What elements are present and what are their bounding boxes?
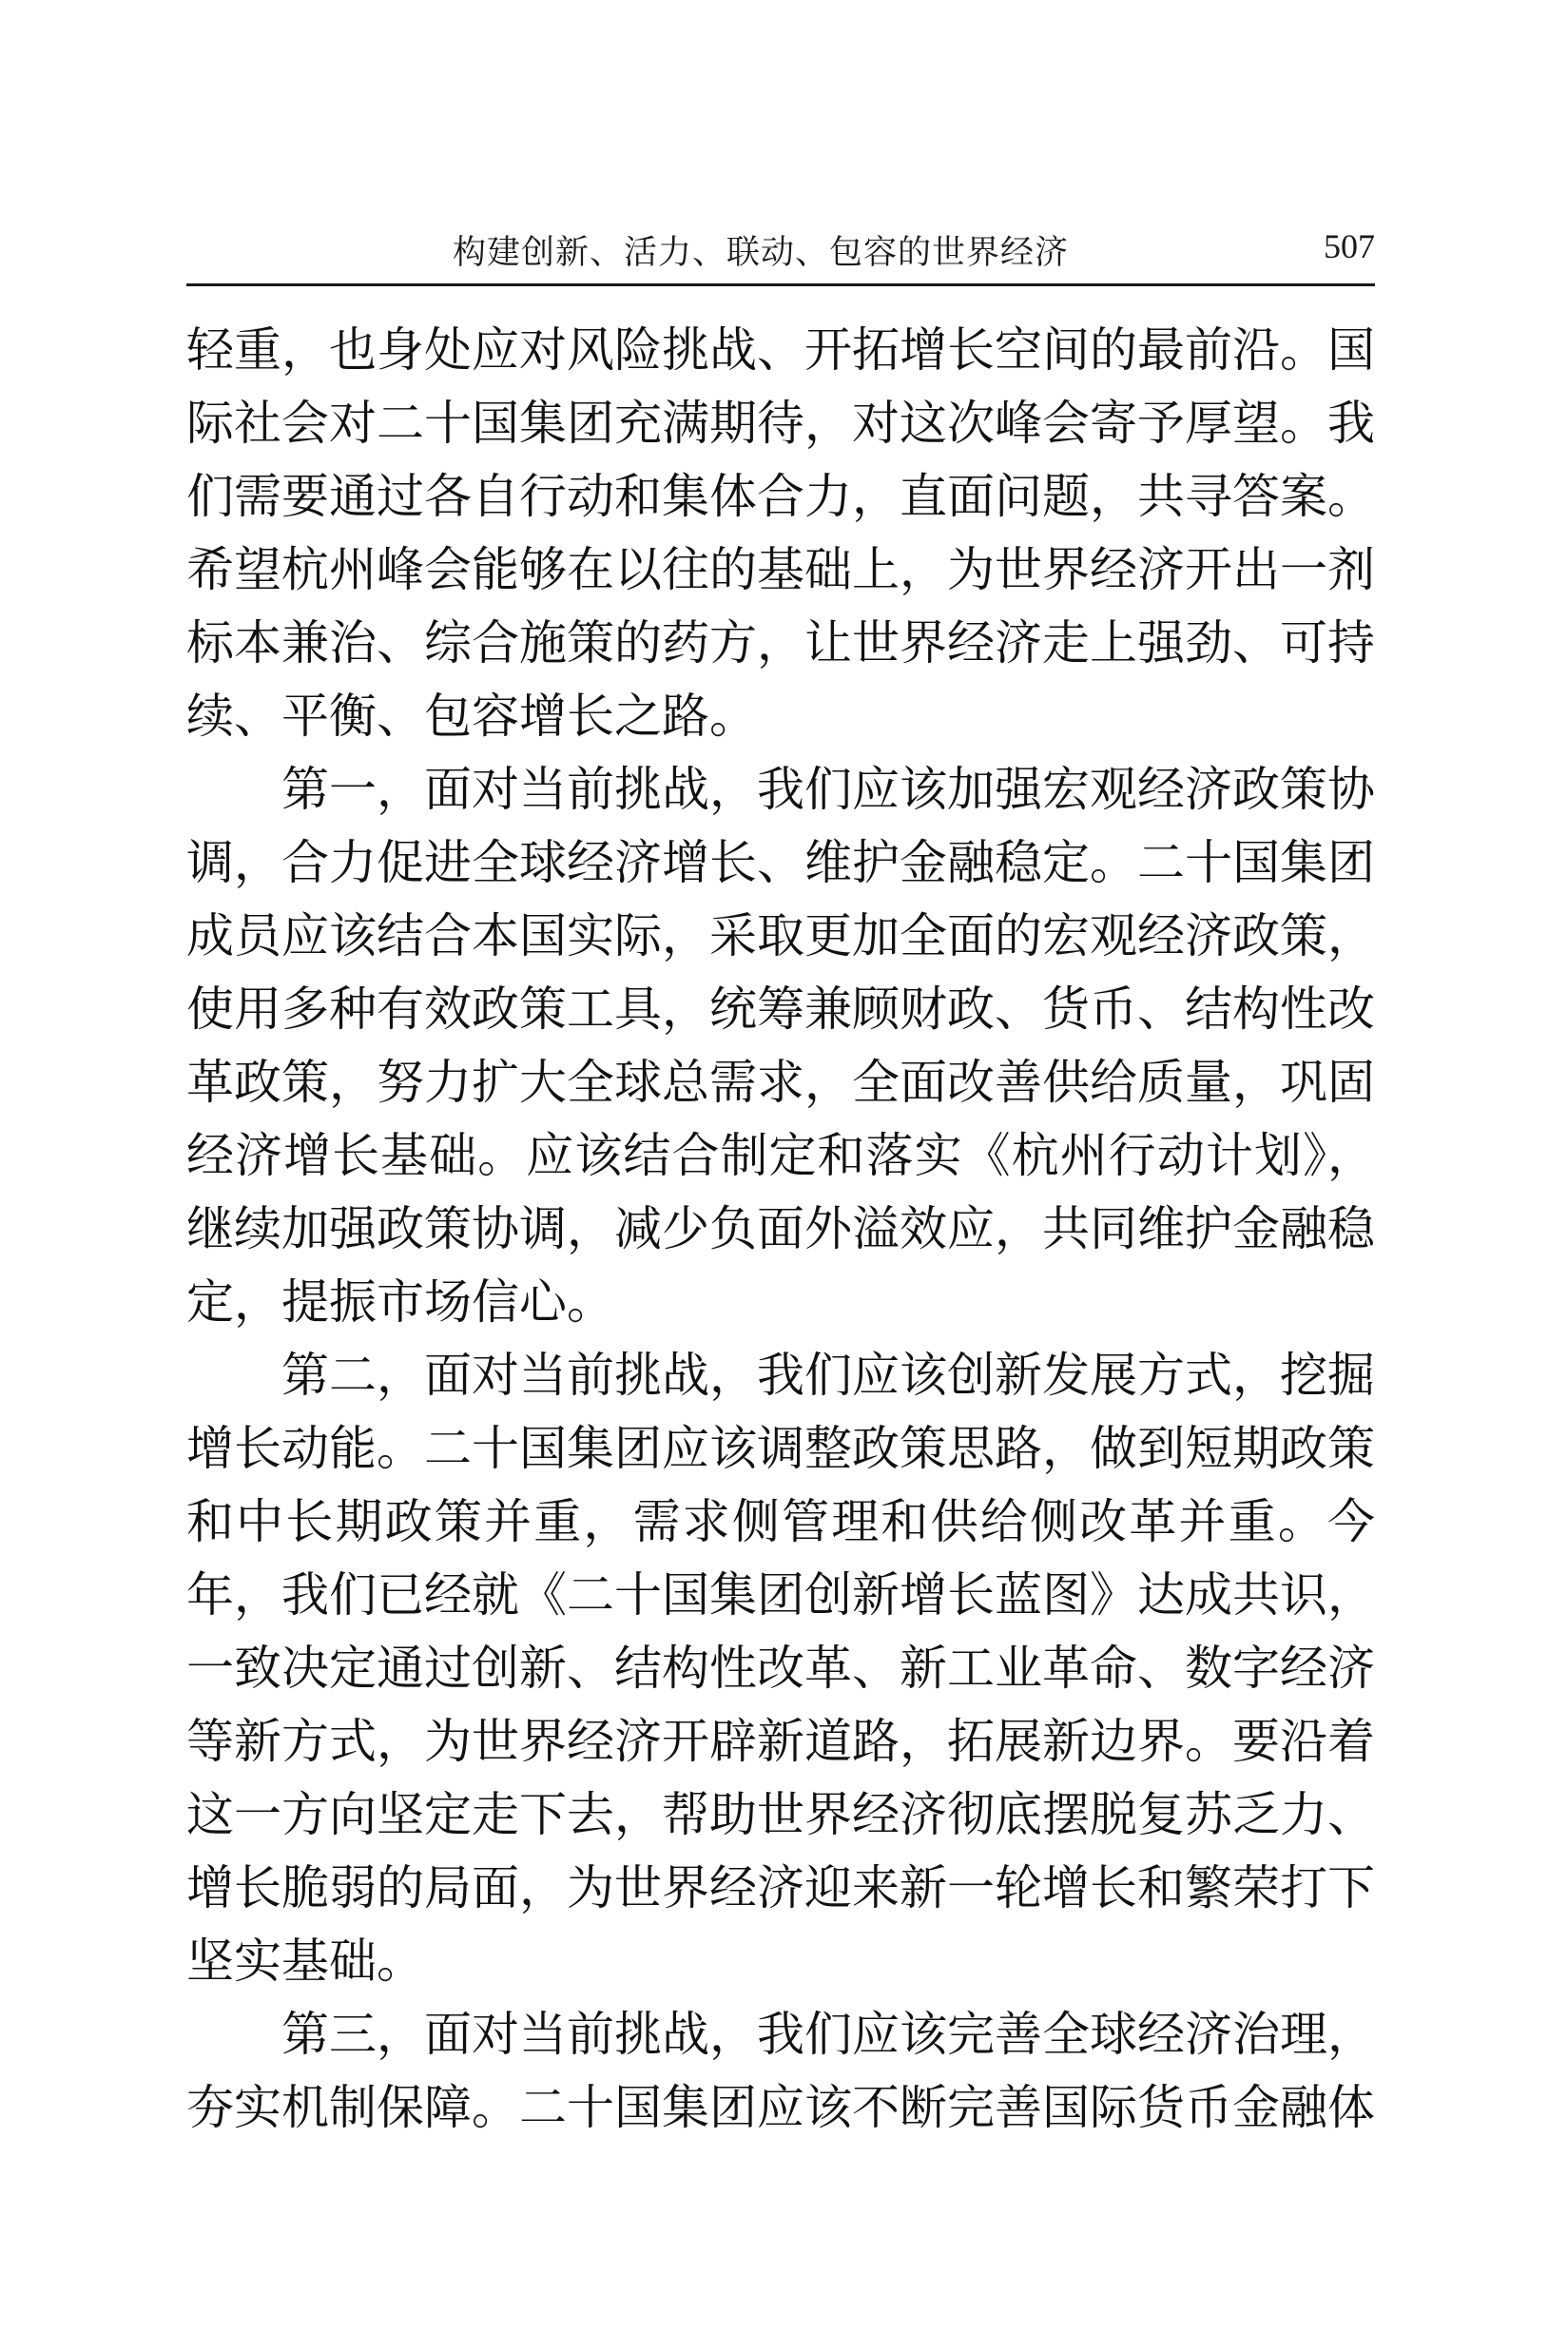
text-line: 经济增长基础。应该结合制定和落实《杭州行动计划》，: [186, 1128, 1375, 1183]
text-line: 增长动能。二十国集团应该调整政策思路，做到短期政策: [186, 1421, 1375, 1476]
page-header: [186, 217, 1375, 283]
text-line: 一致决定通过创新、结构性改革、新工业革命、数字经济: [186, 1641, 1375, 1696]
text-line: 和中长期政策并重，需求侧管理和供给侧改革并重。今: [186, 1494, 1375, 1549]
text-line: 坚实基础。: [186, 1934, 424, 1989]
text-line: 夯实机制保障。二十国集团应该不断完善国际货币金融体: [186, 2080, 1375, 2135]
text-line: 第三，面对当前挑战，我们应该完善全球经济治理，: [186, 2007, 1375, 2062]
text-line: 成员应该结合本国实际，采取更加全面的宏观经济政策，: [186, 908, 1375, 963]
text-line: 第二，面对当前挑战，我们应该创新发展方式，挖掘: [186, 1348, 1375, 1403]
page-number: 507: [1324, 227, 1375, 265]
text-line: 继续加强政策协调，减少负面外溢效应，共同维护金融稳: [186, 1201, 1375, 1256]
text-line: 增长脆弱的局面，为世界经济迎来新一轮增长和繁荣打下: [186, 1860, 1375, 1915]
text-line: 使用多种有效政策工具，统筹兼顾财政、货币、结构性改: [186, 982, 1375, 1037]
text-line: 标本兼治、综合施策的药方，让世界经济走上强劲、可持: [186, 615, 1375, 671]
text-line: 年，我们已经就《二十国集团创新增长蓝图》达成共识，: [186, 1567, 1375, 1623]
body-text: [186, 314, 1375, 2145]
text-line: 们需要通过各自行动和集体合力，直面问题，共寻答案。: [186, 469, 1375, 524]
header-rule: [186, 283, 1375, 286]
text-line: 际社会对二十国集团充满期待，对这次峰会寄予厚望。我: [186, 396, 1375, 451]
text-line: 调，合力促进全球经济增长、维护金融稳定。二十国集团: [186, 835, 1375, 890]
text-line: 续、平衡、包容增长之路。: [186, 689, 757, 744]
text-line: 这一方向坚定走下去，帮助世界经济彻底摆脱复苏乏力、: [186, 1787, 1375, 1842]
text-line: 等新方式，为世界经济开辟新道路，拓展新边界。要沿着: [186, 1714, 1375, 1769]
text-line: 定，提振市场信心。: [186, 1274, 614, 1330]
running-title: 构建创新、活力、联动、包容的世界经济: [453, 234, 1070, 272]
text-line: 希望杭州峰会能够在以往的基础上，为世界经济开出一剂: [186, 542, 1375, 597]
text-line: 轻重，也身处应对风险挑战、开拓增长空间的最前沿。国: [186, 322, 1375, 378]
text-line: 第一，面对当前挑战，我们应该加强宏观经济政策协: [186, 762, 1375, 817]
text-line: 革政策，努力扩大全球总需求，全面改善供给质量，巩固: [186, 1055, 1375, 1110]
